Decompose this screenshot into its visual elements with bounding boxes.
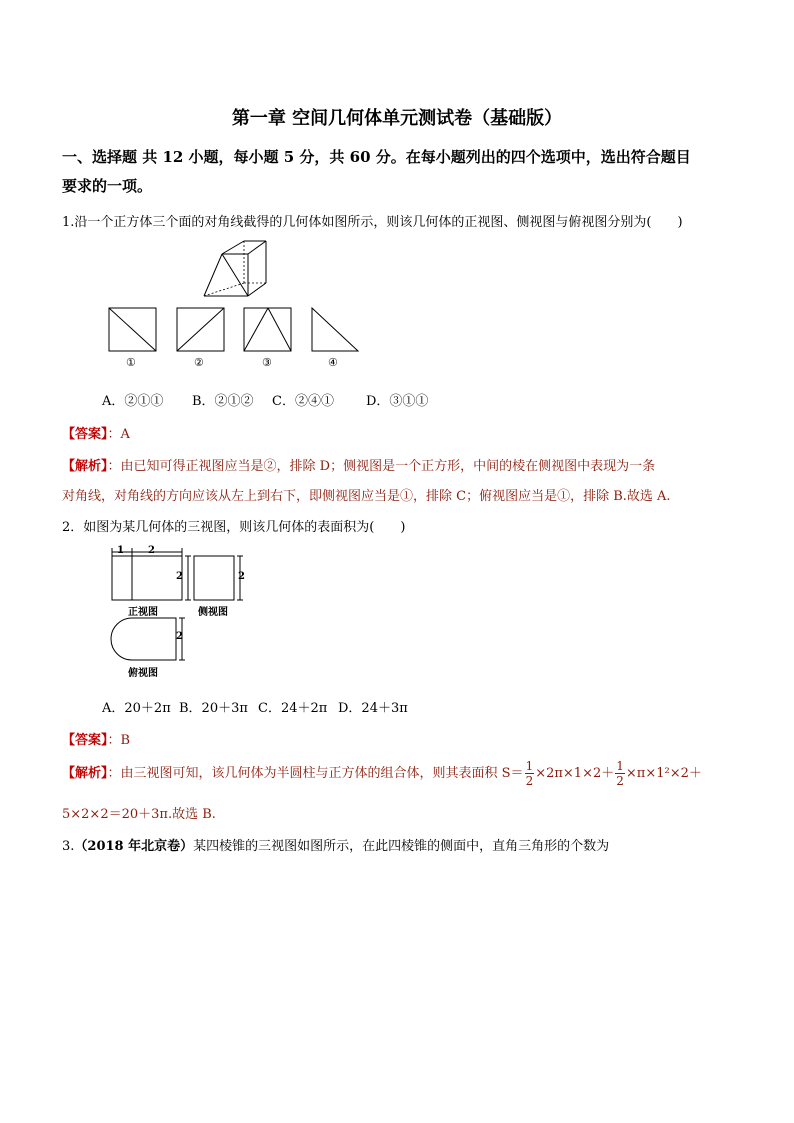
analysis-tag: 【解析】 (62, 766, 108, 781)
dim-top-b: 2 (148, 545, 155, 556)
q1-answer (62, 423, 130, 442)
fraction-half: $\frac{1}{2}$ (525, 759, 534, 788)
q3-number: 3. (62, 839, 75, 854)
q2-option-d: D．24＋3π (338, 701, 408, 716)
dim-front-h: 2 (176, 571, 183, 582)
dim-side-h: 2 (238, 571, 245, 582)
answer-value: ：B (107, 733, 131, 748)
q1-view-1 (108, 307, 158, 353)
q1-view-3 (243, 307, 293, 353)
q1-solid-figure (196, 238, 272, 300)
analysis-text: ：由已知可得正视图应当是②，排除 D；侧视图是一个正方形，中间的棱在侧视图中表现为一条 (107, 459, 656, 474)
q1-option-b: B．②①② (192, 394, 254, 409)
answer-tag: 【答案】 (62, 733, 108, 748)
q2-analysis-line2: 5×2×2＝20＋3π.故选 B. (62, 807, 216, 822)
label-top-view: 俯视图 (128, 668, 158, 679)
analysis-tag: 【解析】 (62, 459, 108, 474)
q2-option-b: B．20＋3π (179, 701, 248, 716)
section-heading-line2: 要求的一项。 (62, 177, 153, 195)
q1-fig-label-2: ② (194, 356, 204, 369)
q2-option-c: C．24＋2π (258, 701, 328, 716)
q1-fig-label-1: ① (126, 356, 136, 369)
q1-option-d: D．③①① (366, 394, 429, 409)
q1-option-a: A．②①① (102, 394, 164, 409)
label-side-view: 侧视图 (198, 607, 228, 618)
q1-option-c: C．②④① (272, 394, 334, 409)
answer-value: ：A (107, 427, 130, 442)
q1-analysis-line1 (62, 455, 655, 474)
answer-tag: 【答案】 (62, 427, 108, 442)
section-heading-line1: 一、选择题 共 12 小题，每小题 5 分，共 60 分。在每小题列出的四个选项中，选出符合题目 (62, 148, 691, 166)
q1-view-4 (310, 307, 360, 353)
q2-stem: 2．如图为某几何体的三视图，则该几何体的表面积为( ) (62, 520, 406, 535)
analysis-text-mid2: ×π×1²×2＋ (625, 766, 702, 781)
analysis-text: ：由三视图可知，该几何体为半圆柱与正方体的组合体，则其表面积 S＝ (107, 766, 524, 781)
dim-plan-h: 2 (176, 631, 183, 642)
dim-top-a: 1 (117, 545, 124, 556)
q2-analysis-line1 (62, 760, 702, 787)
q2-option-a: A．20＋2π (102, 701, 171, 716)
q1-analysis-line2: 对角线，对角线的方向应该从左上到右下，即侧视图应当是①，排除 C；俯视图应当是①，排除 B.故选 A. (62, 489, 671, 504)
q1-stem: 1.沿一个正方体三个面的对角线截得的几何体如图所示，则该几何体的正视图、侧视图与俯视图分别为( ) (62, 215, 683, 230)
analysis-text-mid1: ×2π×1×2＋ (535, 766, 615, 781)
q2-answer (62, 729, 130, 748)
fraction-half: $\frac{1}{2}$ (616, 759, 624, 788)
q3-source: （2018 年北京卷） (74, 839, 194, 854)
q3-stem: 某四棱锥的三视图如图所示，在此四棱锥的侧面中，直角三角形的个数为 (193, 839, 610, 854)
page-title: 第一章 空间几何体单元测试卷（基础版） (231, 108, 563, 129)
q3-stem-line (62, 835, 609, 854)
q1-view-2 (176, 307, 226, 353)
q1-fig-label-3: ③ (262, 356, 272, 369)
label-front-view: 正视图 (128, 607, 158, 618)
q1-fig-label-4: ④ (328, 356, 338, 369)
